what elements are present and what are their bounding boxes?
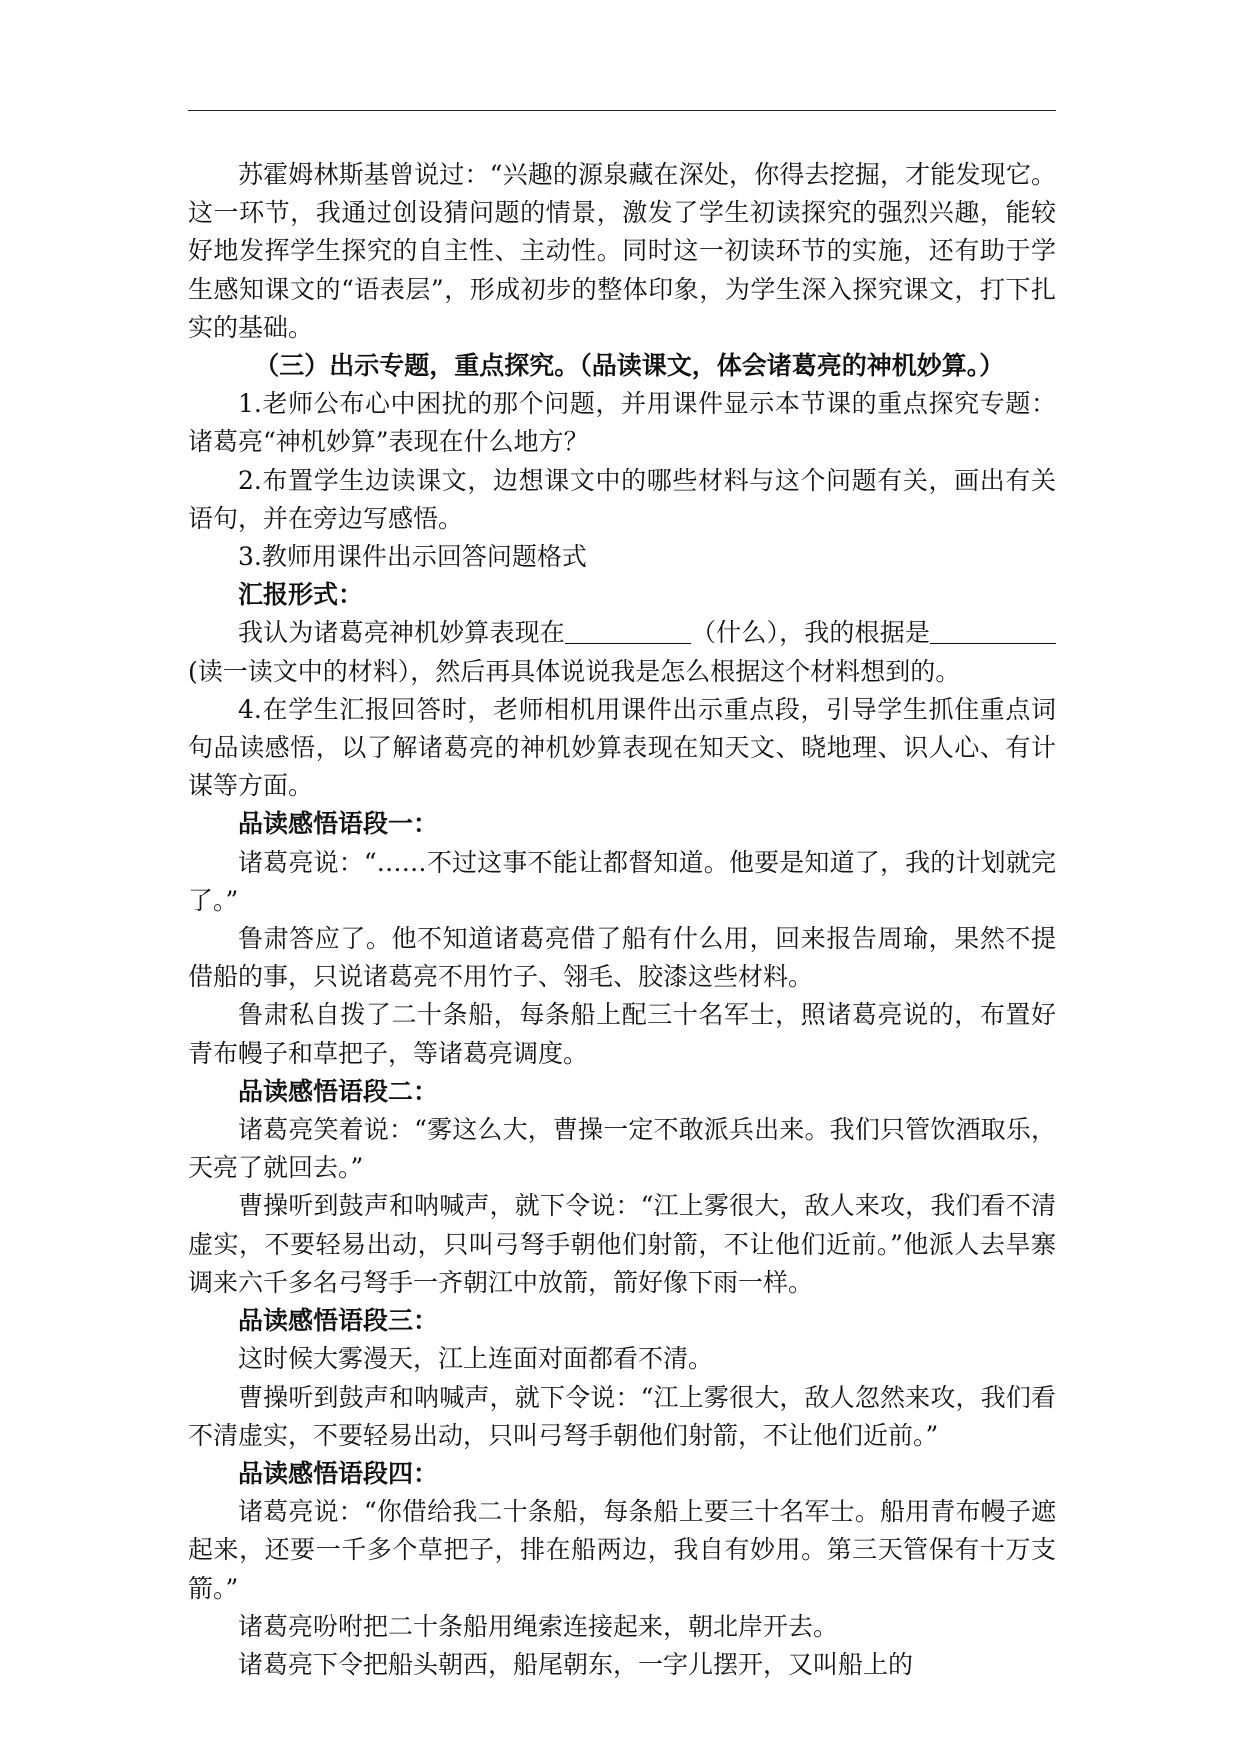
paragraph: 1.老师公布心中困扰的那个问题，并用课件显示本节课的重点探究专题： 诸葛亮“神机妙算”表现在什么地方？ (188, 389, 1056, 457)
subheading: 品读感悟语段二： (238, 1076, 439, 1106)
template-text: 我认为诸葛亮神机妙算表现在 (238, 618, 565, 648)
paragraph: 曹操听到鼓声和呐喊声，就下令说：“江上雾很大，敌人来攻，我们看不清虚实，不要轻易出动，只叫弓弩手朝他们射箭，不让他们近前。”他派人去旱寨调来六千多名弓弩手一齐朝江中放箭，箭好像下雨一样。 (188, 1191, 1056, 1297)
template-text: (读一读文中的材料），然后再具体说说我是怎么根据这个材料想到的。 (188, 656, 961, 686)
report-template-paragraph (188, 614, 1056, 690)
paragraph: 诸葛亮笑着说：“雾这么大，曹操一定不敢派兵出来。我们只管饮酒取乐，天亮了就回去。” (188, 1115, 1056, 1183)
document-body (188, 156, 1056, 1684)
subheading: 汇报形式： (238, 580, 364, 610)
paragraph: 4.在学生汇报回答时，老师相机用课件出示重点段，引导学生抓住重点词句品读感悟，以了解诸葛亮的神机妙算表现在知天文、晓地理、识人心、有计谋等方面。 (188, 694, 1056, 801)
paragraph: 诸葛亮说：“你借给我二十条船，每条船上要三十名军士。船用青布幔子遮起来，还要一千多个草把子，排在船两边，我自有妙用。第三天管保有十万支箭。” (188, 1497, 1056, 1603)
paragraph: 曹操听到鼓声和呐喊声，就下令说：“江上雾很大，敌人忽然来攻，我们看不清虚实，不要轻易出动，只叫弓弩手朝他们射箭，不让他们近前。” (188, 1382, 1056, 1450)
subheading: 品读感悟语段四： (238, 1458, 439, 1488)
paragraph: 诸葛亮吩咐把二十条船用绳索连接起来，朝北岸开去。 (238, 1611, 839, 1641)
paragraph: 鲁肃答应了。他不知道诸葛亮借了船有什么用，回来报告周瑜，果然不提借船的事，只说诸葛亮不用竹子、翎毛、胶漆这些材料。 (188, 924, 1056, 992)
subheading: 品读感悟语段一： (238, 809, 439, 839)
template-text: （什么），我的根据是 (690, 618, 930, 648)
paragraph: 这时候大雾漫天，江上连面对面都看不清。 (238, 1344, 714, 1374)
paragraph: 诸葛亮说：“……不过这事不能让都督知道。他要是知道了，我的计划就完了。” (188, 847, 1056, 915)
section-heading: （三）出示专题，重点探究。（品读课文，体会诸葛亮的神机妙算。） (254, 351, 1005, 381)
paragraph: 诸葛亮下令把船头朝西，船尾朝东，一字儿摆开，又叫船上的 (238, 1649, 914, 1679)
fill-blank (565, 616, 691, 645)
header-rule (188, 110, 1056, 111)
paragraph: 2.布置学生边读课文，边想课文中的哪些材料与这个问题有关，画出有关语句，并在旁边写感悟。 (188, 465, 1056, 533)
paragraph: 3.教师用课件出示回答问题格式 (238, 542, 587, 572)
fill-blank (930, 616, 1056, 645)
paragraph: 鲁肃私自拨了二十条船，每条船上配三十名军士，照诸葛亮说的，布置好青布幔子和草把子，等诸葛亮调度。 (188, 1000, 1056, 1068)
subheading: 品读感悟语段三： (238, 1306, 439, 1336)
paragraph: 苏霍姆林斯基曾说过：“兴趣的源泉藏在深处，你得去挖掘，才能发现它。这一环节，我通过创设猜问题的情景，激发了学生初读探究的强烈兴趣，能较好地发挥学生探究的自主性、主动性。同时这一初读环节的实施，还有助于学生感知课文的“语表层”，形成初步的整体印象，为学生深入探究课文，打下扎实的基础。 (188, 160, 1056, 342)
